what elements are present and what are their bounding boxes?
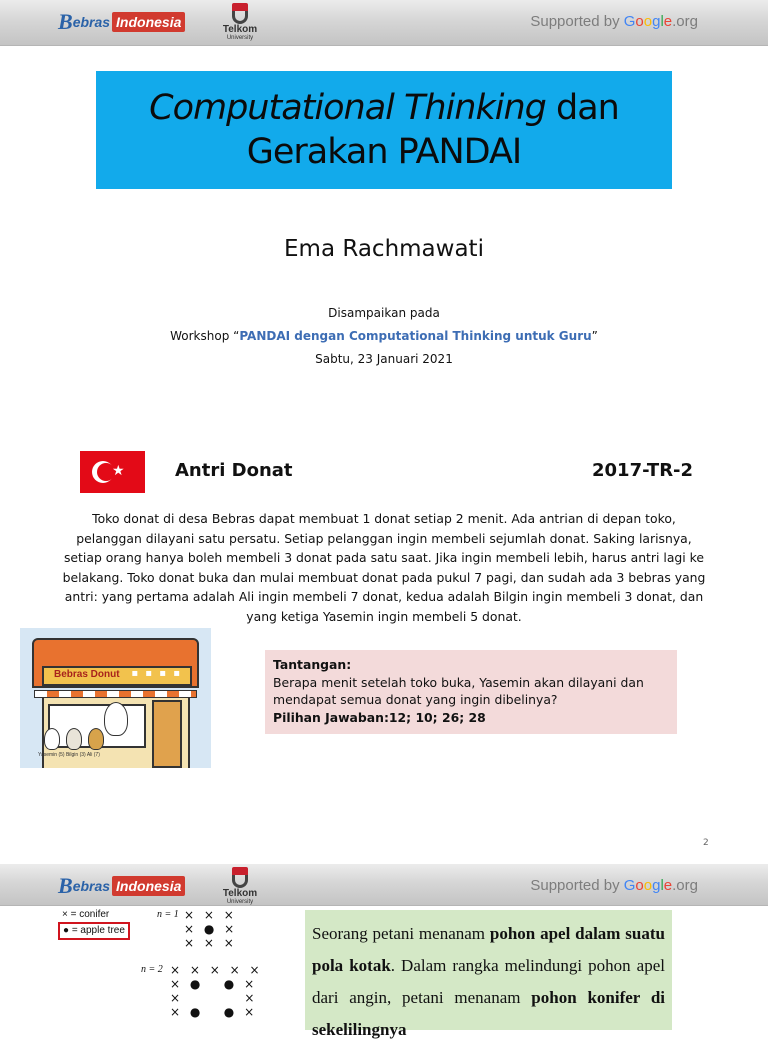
task-story: Toko donat di desa Bebras dapat membuat 1 donat setiap 2 menit. Ada antrian di depan toko, pelanggan dilayani satu persatu. Setiap pelanggan ingin membeli sejumlah donat. Saking larisnya, setiap orang hanya boleh membeli 3 donat pada satu saat. Jika ingin membeli lebih, harus antri lagi ke belakang. Toko donat buka dan mulai membuat donat pada pukul 7 pagi, dan sudah ada 3 bebras yang antri: yang pertama adalah Ali ingin membeli 7 donat, kedua adalah Bilgin ingin membeli 3 donat, dan yang ketiga Yasemin ingin membeli 5 donat. xyxy=(62,511,706,624)
telkom-logo-word: Telkom xyxy=(222,24,258,35)
shopkeeper-beaver-icon xyxy=(104,702,128,736)
presented-on-label: Disampaikan pada xyxy=(328,306,440,320)
beaver-yasemin-icon xyxy=(44,728,60,750)
challenge-question: Berapa menit setelah toko buka, Yasemin akan dilayani dan mendapat semua donat yang ingin dibelinya? xyxy=(273,674,644,707)
workshop-line xyxy=(0,325,768,348)
google-letter: e xyxy=(663,13,673,30)
google-letter: o xyxy=(635,877,644,894)
turkey-flag-icon: ★ xyxy=(80,451,145,493)
telkom-logo-word: Telkom xyxy=(222,888,258,899)
title-line-1 xyxy=(149,86,619,130)
presentation-info xyxy=(0,302,768,371)
grid-n1-label: n = 1 xyxy=(157,909,179,920)
bebras-logo-b: B xyxy=(58,9,72,34)
problem-text-d: pohon konifer di sekelilingnya xyxy=(312,988,665,1039)
beaver-bilgin-icon xyxy=(66,728,82,750)
slide-2 xyxy=(0,864,768,1039)
beaver-ali-icon xyxy=(88,728,104,750)
google-letter: l xyxy=(660,877,664,894)
animal-labels: Yasemin (5) Bilgin (3) Ali (7) xyxy=(38,752,100,758)
grid-n1: × × × × ● × × × × xyxy=(184,908,238,950)
title-italic: Computational Thinking xyxy=(149,88,546,128)
header-bar-2 xyxy=(0,864,768,906)
challenge-label: Tantangan: xyxy=(273,657,352,672)
legend-apple-tree: ● = apple tree xyxy=(58,922,130,940)
author-name: Ema Rachmawati xyxy=(284,236,484,262)
google-org-suffix: .org xyxy=(672,877,698,894)
supported-by-google-org xyxy=(530,13,698,30)
shop-sign-dots: ▪ ▪ ▪ ▪ xyxy=(131,668,182,679)
problem-text-a: Seorang petani menanam xyxy=(312,924,490,943)
grid-n2-label: n = 2 xyxy=(141,964,163,975)
presentation-date: Sabtu, 23 Januari 2021 xyxy=(315,352,453,366)
telkom-university-logo xyxy=(214,3,266,45)
problem-text-c: . Dalam rangka melindungi pohon apel dari angin, petani menanam xyxy=(312,956,665,1007)
shop-awning xyxy=(34,690,197,698)
google-letter: e xyxy=(663,877,673,894)
problem-text-box xyxy=(305,910,672,1039)
problem-text-b: pohon apel dalam suatu pola kotak xyxy=(312,924,665,975)
telkom-logo-sub: University xyxy=(226,35,254,41)
donut-shop-illustration xyxy=(20,628,211,768)
bebras-indonesia-logo xyxy=(58,874,185,898)
shop-door xyxy=(152,700,182,768)
shop-sign xyxy=(42,666,192,686)
google-letter: o xyxy=(643,877,653,894)
telkom-logo-sub: University xyxy=(226,899,254,905)
supported-by-text: Supported by xyxy=(530,13,620,30)
supported-by-text: Supported by xyxy=(530,877,620,894)
page-number: 2 xyxy=(703,838,709,848)
challenge-box xyxy=(265,650,677,734)
workshop-prefix: Workshop “ xyxy=(170,329,240,343)
telkom-university-logo xyxy=(214,867,266,909)
answer-choices: Pilihan Jawaban:12; 10; 26; 28 xyxy=(273,709,486,725)
bebras-logo-word: ebras xyxy=(72,878,111,894)
title-rest: dan xyxy=(545,88,619,128)
telkom-logo-icon xyxy=(229,867,251,889)
title-banner xyxy=(96,71,672,189)
google-letter: g xyxy=(652,13,661,30)
bebras-logo-b: B xyxy=(58,873,72,898)
google-letter: o xyxy=(635,13,644,30)
workshop-suffix: ” xyxy=(591,329,598,343)
bebras-indonesia-logo xyxy=(58,10,185,34)
legend-conifer: × = conifer xyxy=(62,909,110,920)
bebras-logo-word: ebras xyxy=(72,14,111,30)
google-letter: G xyxy=(623,877,636,894)
workshop-name: PANDAI dengan Computational Thinking untuk Guru xyxy=(239,329,592,343)
grid-n2: × × × × × × ● ● × × × × ● ● × xyxy=(170,963,263,1019)
header-bar xyxy=(0,0,768,46)
google-letter: G xyxy=(623,13,636,30)
task-title: Antri Donat xyxy=(175,460,293,481)
google-org-suffix: .org xyxy=(672,13,698,30)
google-letter: g xyxy=(652,877,661,894)
indonesia-logo-label: Indonesia xyxy=(112,876,185,896)
tree-legend xyxy=(62,908,130,936)
shop-sign-text: Bebras Donut xyxy=(54,669,120,680)
telkom-logo-icon xyxy=(229,3,251,25)
google-letter: o xyxy=(643,13,653,30)
google-letter: l xyxy=(660,13,664,30)
task-code: 2017-TR-2 xyxy=(592,460,694,481)
title-line-2: Gerakan PANDAI xyxy=(246,132,522,172)
indonesia-logo-label: Indonesia xyxy=(112,12,185,32)
supported-by-google-org xyxy=(530,877,698,894)
